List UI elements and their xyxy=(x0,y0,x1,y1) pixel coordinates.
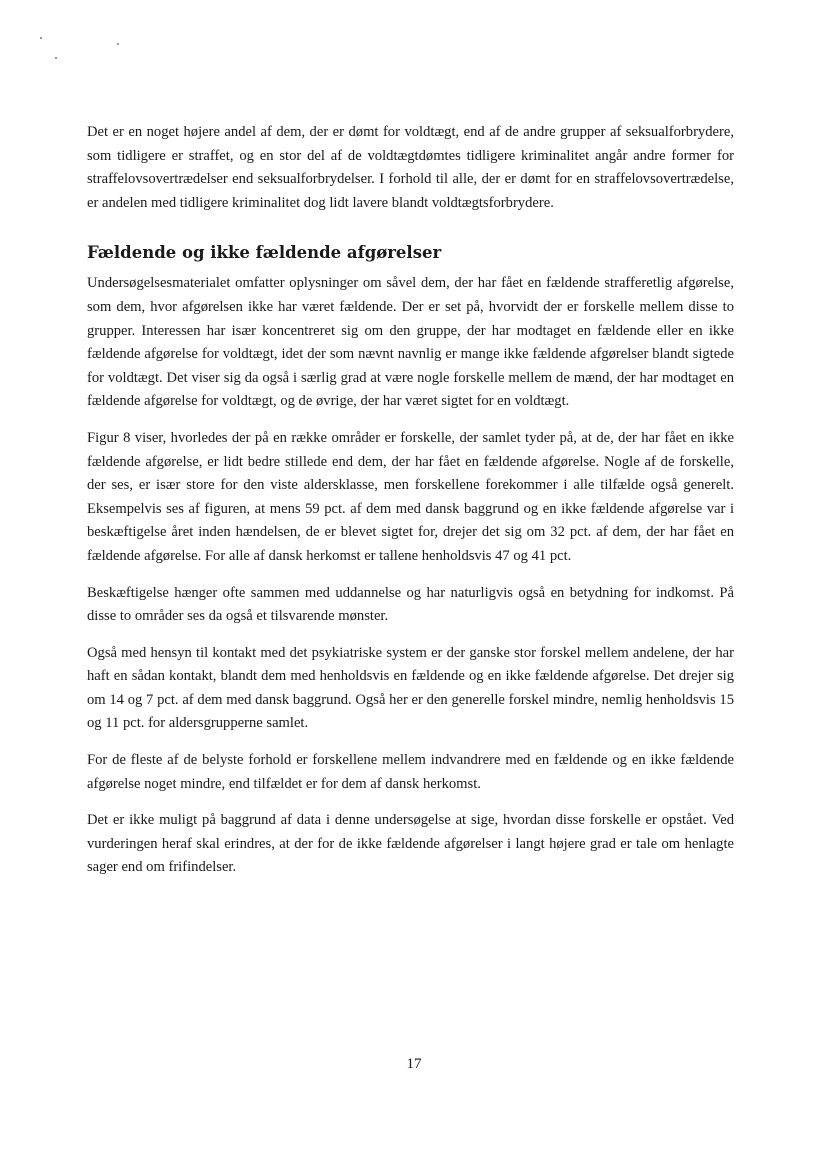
body-paragraph: For de fleste af de belyste forhold er forskellene mellem indvandrere med en fældende og en ikke fældende afgørelse noget mindre, end tilfældet er for dem af dansk herkomst. xyxy=(87,752,734,792)
body-paragraph: Figur 8 viser, hvorledes der på en række områder er forskelle, der samlet tyder på, at de, der har fået en ikke fældende afgørelse, er lidt bedre stillede end dem, der har fået en fældende afgørelse. Nogle af de forskelle, der ses, er især store for den viste aldersklasse, men forskellene forekommer i alle tilfælde også generelt. Eksempelvis ses af figuren, at mens 59 pct. af dem med dansk baggrund og en ikke fældende afgørelse var i beskæftigelse året inden hændelsen, de er blevet sigtet for, drejer det sig om 32 pct. af dem, der har fået en fældende afgørelse. For alle af dansk herkomst er tallene henholdsvis 47 og 41 pct. xyxy=(87,429,734,564)
scan-speck xyxy=(40,37,42,39)
body-paragraph: Beskæftigelse hænger ofte sammen med uddannelse og har naturligvis også en betydning for indkomst. På disse to områder ses da også et tilsvarende mønster. xyxy=(87,584,734,625)
intro-paragraph: Det er en noget højere andel af dem, der er dømt for voldtægt, end af de andre grupper af seksualforbrydere, som tidligere er straffet, og en stor del af de voldtægtdømtes tidligere kriminalitet angår andre former for straffelovsovertrædelser end seksualforbrydelser. I forhold til alle, der er dømt for en straffelovsovertrædelse, er andelen med tidligere kriminalitet dog lidt lavere blandt voldtægtsforbrydere. xyxy=(87,124,734,211)
document-page xyxy=(87,121,734,880)
body-paragraph: Også med hensyn til kontakt med det psykiatriske system er der ganske stor forskel mellem andelene, der har haft en sådan kontakt, blandt dem med henholdsvis en fældende og en ikke fældende afgørelse. Det drejer sig om 14 og 7 pct. af dem med dansk baggrund. Også her er den generelle forskel mindre, nemlig henholdsvis 15 og 11 pct. for aldersgrupperne samlet. xyxy=(87,644,734,732)
body-paragraph: Det er ikke muligt på baggrund af data i denne undersøgelse at sige, hvordan disse forskelle er opstået. Ved vurderingen heraf skal erindres, at der for de ikke fældende afgørelser i langt højere grad er tale om henlagte sager end om frifindelser. xyxy=(87,812,734,876)
body-paragraph: Undersøgelsesmaterialet omfatter oplysninger om såvel dem, der har fået en fældende strafferetlig afgørelse, som dem, hvor afgørelsen ikke har været fældende. Der er set på, hvorvidt der er forskelle mellem disse to grupper. Interessen har især koncentreret sig om den gruppe, der har modtaget en fældende eller en ikke fældende afgørelse for voldtægt, idet der som nævnt navnlig er mange ikke fældende afgørelser blandt sigtede for voldtægt. Det viser sig da også i særlig grad at være nogle forskelle mellem de mænd, der har modtaget en fældende afgørelse for voldtægt, og de øvrige, der har været sigtet for en voldtægt. xyxy=(87,275,734,410)
scan-speck xyxy=(55,57,57,59)
section-heading: Fældende og ikke fældende afgørelser xyxy=(87,243,442,263)
page-number: 17 xyxy=(406,1056,422,1072)
scan-speck xyxy=(117,43,119,45)
